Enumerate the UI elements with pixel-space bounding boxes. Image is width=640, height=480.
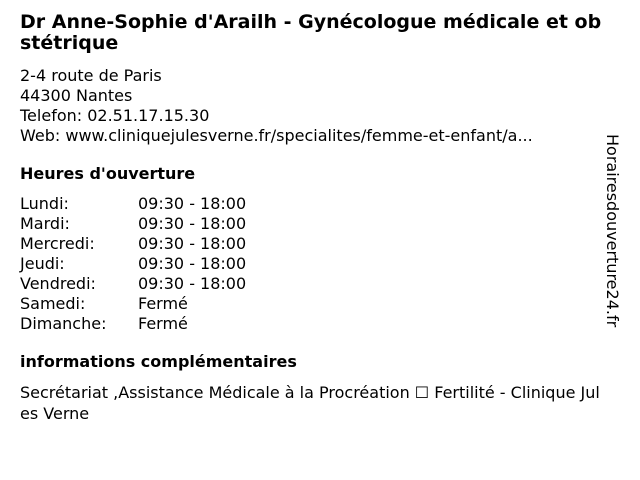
- day-label: Lundi:: [20, 194, 69, 213]
- street-address: 2-4 route de Paris: [20, 66, 162, 85]
- day-label: Dimanche:: [20, 314, 107, 333]
- hours-row-lundi: [20, 194, 612, 214]
- info-heading: informations complémentaires: [20, 352, 297, 371]
- info-text: Secrétariat ,Assistance Médicale à la Procréation ☐ Fertilité - Clinique Jules Verne: [20, 383, 600, 423]
- day-label: Vendredi:: [20, 274, 96, 293]
- city-address: 44300 Nantes: [20, 86, 133, 105]
- day-hours: 09:30 - 18:00: [138, 194, 247, 213]
- day-hours: 09:30 - 18:00: [138, 214, 247, 233]
- website-link: Web: www.cliniquejulesverne.fr/specialites/femme-et-enfant/a...: [20, 126, 533, 145]
- day-hours: Fermé: [138, 314, 188, 333]
- day-label: Mardi:: [20, 214, 70, 233]
- hours-row-samedi: [20, 294, 612, 314]
- day-hours: 09:30 - 18:00: [138, 274, 247, 293]
- hours-row-jeudi: [20, 254, 612, 274]
- phone-number: Telefon: 02.51.17.15.30: [20, 106, 210, 125]
- page-title: Dr Anne-Sophie d'Arailh - Gynécologue médicale et obstétrique: [20, 11, 602, 54]
- day-hours: 09:30 - 18:00: [138, 254, 247, 273]
- day-label: Jeudi:: [20, 254, 65, 273]
- address-block: [20, 66, 612, 146]
- brand-watermark: Horairesdouverture24.fr: [603, 134, 622, 328]
- hours-heading: Heures d'ouverture: [20, 164, 196, 183]
- hours-row-vendredi: [20, 274, 612, 294]
- hours-row-dimanche: [20, 314, 612, 334]
- day-label: Samedi:: [20, 294, 86, 313]
- day-hours: 09:30 - 18:00: [138, 234, 247, 253]
- business-card: [20, 12, 612, 424]
- hours-row-mardi: [20, 214, 612, 234]
- day-hours: Fermé: [138, 294, 188, 313]
- day-label: Mercredi:: [20, 234, 95, 253]
- hours-row-mercredi: [20, 234, 612, 254]
- hours-table: [20, 194, 612, 334]
